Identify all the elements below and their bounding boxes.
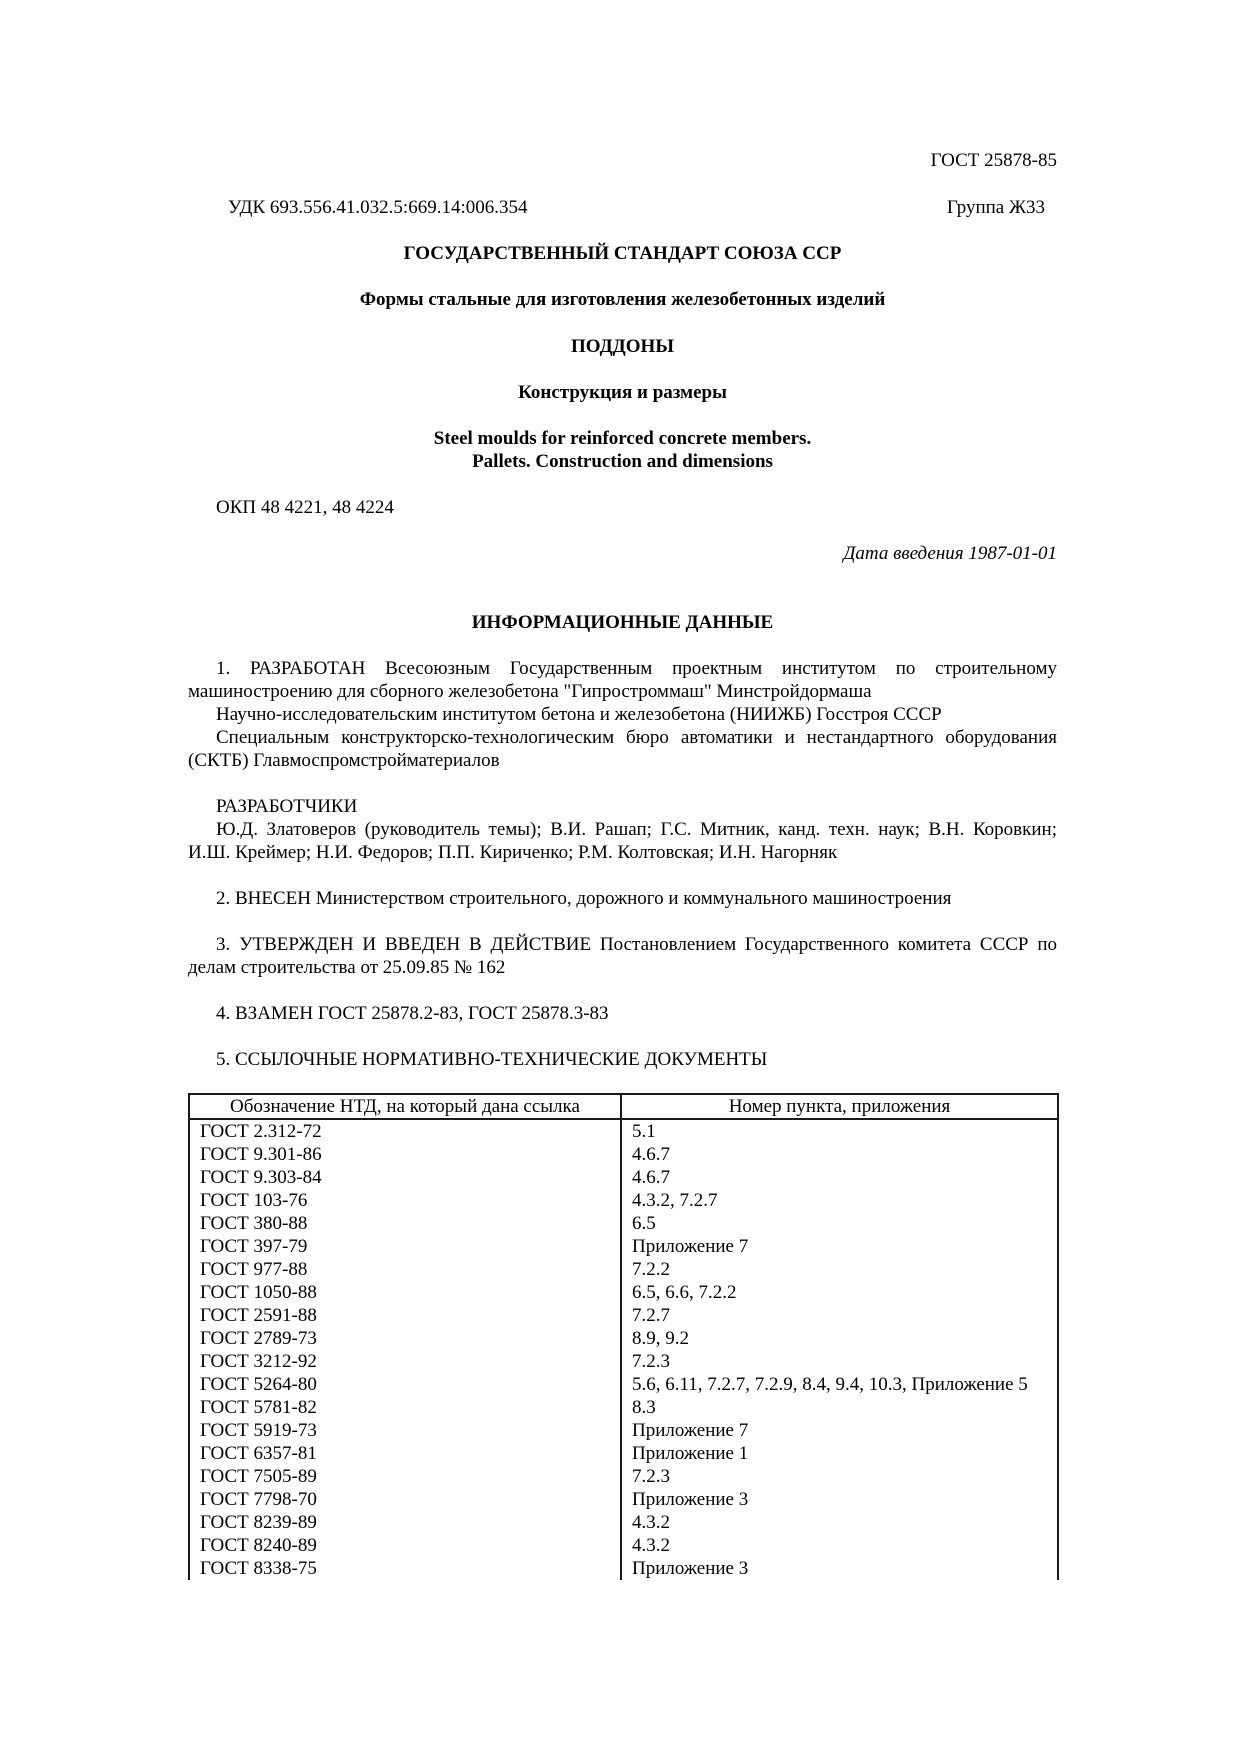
developers-names: Ю.Д. Златоверов (руководитель темы); В.И. Рашап; Г.С. Митник, канд. техн. наук; В.Н. Коровкин; И.Ш. Креймер; Н.И. Федоров; П.П. Кириченко; Р.М. Колтовская; И.Н. Нагорняк: [188, 819, 1057, 863]
table-row: [189, 1143, 1058, 1166]
section-number-cell: 4.3.2: [621, 1534, 1058, 1557]
table-row: [189, 1534, 1058, 1557]
table-row: [189, 1511, 1058, 1534]
section-number-cell: 4.6.7: [621, 1143, 1058, 1166]
table-row: [189, 1281, 1058, 1304]
english-title-line-1: Steel moulds for reinforced concrete members.: [433, 428, 812, 449]
info-item-2: [188, 887, 1057, 910]
info-item-3-text: 3. УТВЕРЖДЕН И ВВЕДЕН В ДЕЙСТВИЕ Постановлением Государственного комитета СССР по делам строительства от 25.09.85 № 162: [188, 934, 1057, 978]
english-title-line-2: Pallets. Construction and dimensions: [472, 451, 773, 472]
section-number-cell: 4.6.7: [621, 1166, 1058, 1189]
section-number-cell: 7.2.2: [621, 1258, 1058, 1281]
document-designation-cell: ГОСТ 8338-75: [189, 1557, 621, 1580]
table-row: [189, 1465, 1058, 1488]
section-number-cell: 5.1: [621, 1119, 1058, 1143]
document-designation-cell: ГОСТ 1050-88: [189, 1281, 621, 1304]
developer-org-3: Специальным конструкторско-технологическим бюро автоматики и нестандартного оборудования (СКТБ) Главмоспромстройматериалов: [188, 727, 1057, 771]
table-body: [189, 1119, 1058, 1580]
document-designation-cell: ГОСТ 5781-82: [189, 1396, 621, 1419]
section-number-cell: 7.2.3: [621, 1350, 1058, 1373]
info-item-5-text: 5. ССЫЛОЧНЫЕ НОРМАТИВНО-ТЕХНИЧЕСКИЕ ДОКУМЕНТЫ: [216, 1049, 768, 1070]
section-number-cell: 4.3.2: [621, 1511, 1058, 1534]
table-row: [189, 1327, 1058, 1350]
document-designation-cell: ГОСТ 7505-89: [189, 1465, 621, 1488]
table-row: [189, 1488, 1058, 1511]
document-designation-cell: ГОСТ 397-79: [189, 1235, 621, 1258]
section-number-cell: 8.3: [621, 1396, 1058, 1419]
document-designation-cell: ГОСТ 8240-89: [189, 1534, 621, 1557]
document-designation-cell: ГОСТ 9.303-84: [189, 1166, 621, 1189]
document-name: ПОДДОНЫ: [571, 336, 674, 357]
table-row: [189, 1189, 1058, 1212]
table-row: [189, 1119, 1058, 1143]
document-designation-cell: ГОСТ 2.312-72: [189, 1119, 621, 1143]
section-number-cell: 6.5, 6.6, 7.2.2: [621, 1281, 1058, 1304]
document-designation-cell: ГОСТ 8239-89: [189, 1511, 621, 1534]
info-item-3: [188, 933, 1057, 979]
table-row: [189, 1557, 1058, 1580]
document-designation-cell: ГОСТ 6357-81: [189, 1442, 621, 1465]
info-item-2-text: 2. ВНЕСЕН Министерством строительного, дорожного и коммунального машиностроения: [216, 888, 952, 909]
document-designation-cell: ГОСТ 7798-70: [189, 1488, 621, 1511]
section-number-cell: Приложение 1: [621, 1442, 1058, 1465]
section-number-cell: 7.2.7: [621, 1304, 1058, 1327]
document-designation-cell: ГОСТ 5264-80: [189, 1373, 621, 1396]
section-number-cell: 7.2.3: [621, 1465, 1058, 1488]
section-number-cell: Приложение 7: [621, 1235, 1058, 1258]
okp-code: ОКП 48 4221, 48 4224: [216, 497, 394, 518]
developer-org-2: Научно-исследовательским институтом бетона и железобетона (НИИЖБ) Госстроя СССР: [216, 704, 942, 725]
section-number-cell: 6.5: [621, 1212, 1058, 1235]
document-subtitle: Конструкция и размеры: [518, 382, 727, 403]
info-heading: ИНФОРМАЦИОННЫЕ ДАННЫЕ: [471, 612, 774, 633]
document-designation-cell: ГОСТ 977-88: [189, 1258, 621, 1281]
document-designation-cell: ГОСТ 2789-73: [189, 1327, 621, 1350]
column-header-document: Обозначение НТД, на который дана ссылка: [189, 1094, 621, 1119]
standard-title: ГОСУДАРСТВЕННЫЙ СТАНДАРТ СОЮЗА ССР: [403, 243, 842, 264]
reference-documents-table: [188, 1093, 1059, 1580]
table-row: [189, 1419, 1058, 1442]
document-designation-cell: ГОСТ 9.301-86: [189, 1143, 621, 1166]
table-row: [189, 1166, 1058, 1189]
document-designation-cell: ГОСТ 380-88: [189, 1212, 621, 1235]
info-item-4: [188, 1002, 1057, 1025]
udk-code: УДК 693.556.41.032.5:669.14:006.354: [228, 197, 528, 218]
table-row: [189, 1350, 1058, 1373]
section-number-cell: Приложение 3: [621, 1557, 1058, 1580]
info-item-5: [188, 1048, 1057, 1071]
column-header-section: Номер пункта, приложения: [621, 1094, 1058, 1119]
table-row: [189, 1442, 1058, 1465]
info-item-1: [188, 657, 1057, 772]
section-number-cell: 4.3.2, 7.2.7: [621, 1189, 1058, 1212]
document-designation-cell: ГОСТ 103-76: [189, 1189, 621, 1212]
section-number-cell: Приложение 7: [621, 1419, 1058, 1442]
info-item-4-text: 4. ВЗАМЕН ГОСТ 25878.2-83, ГОСТ 25878.3-83: [216, 1003, 609, 1024]
section-number-cell: Приложение 3: [621, 1488, 1058, 1511]
developers-section: [188, 795, 1057, 864]
document-code: ГОСТ 25878-85: [930, 150, 1057, 171]
table-row: [189, 1212, 1058, 1235]
table-row: [189, 1373, 1058, 1396]
table-row: [189, 1235, 1058, 1258]
table-header-row: [189, 1094, 1058, 1119]
table-row: [189, 1304, 1058, 1327]
table-row: [189, 1258, 1058, 1281]
developer-org-1: 1. РАЗРАБОТАН Всесоюзным Государственным проектным институтом по строительному машиностроению для сборного железобетона "Гипростроммаш" Минстройдормаша: [188, 658, 1057, 702]
document-designation-cell: ГОСТ 5919-73: [189, 1419, 621, 1442]
section-number-cell: 8.9, 9.2: [621, 1327, 1058, 1350]
introduction-date: Дата введения 1987-01-01: [843, 543, 1057, 564]
document-designation-cell: ГОСТ 2591-88: [189, 1304, 621, 1327]
group-code: Группа Ж33: [946, 197, 1045, 218]
section-number-cell: 5.6, 6.11, 7.2.7, 7.2.9, 8.4, 9.4, 10.3, Приложение 5: [621, 1373, 1058, 1396]
table-row: [189, 1396, 1058, 1419]
subject-title: Формы стальные для изготовления железобетонных изделий: [359, 289, 886, 310]
developers-heading: РАЗРАБОТЧИКИ: [216, 796, 358, 817]
document-designation-cell: ГОСТ 3212-92: [189, 1350, 621, 1373]
